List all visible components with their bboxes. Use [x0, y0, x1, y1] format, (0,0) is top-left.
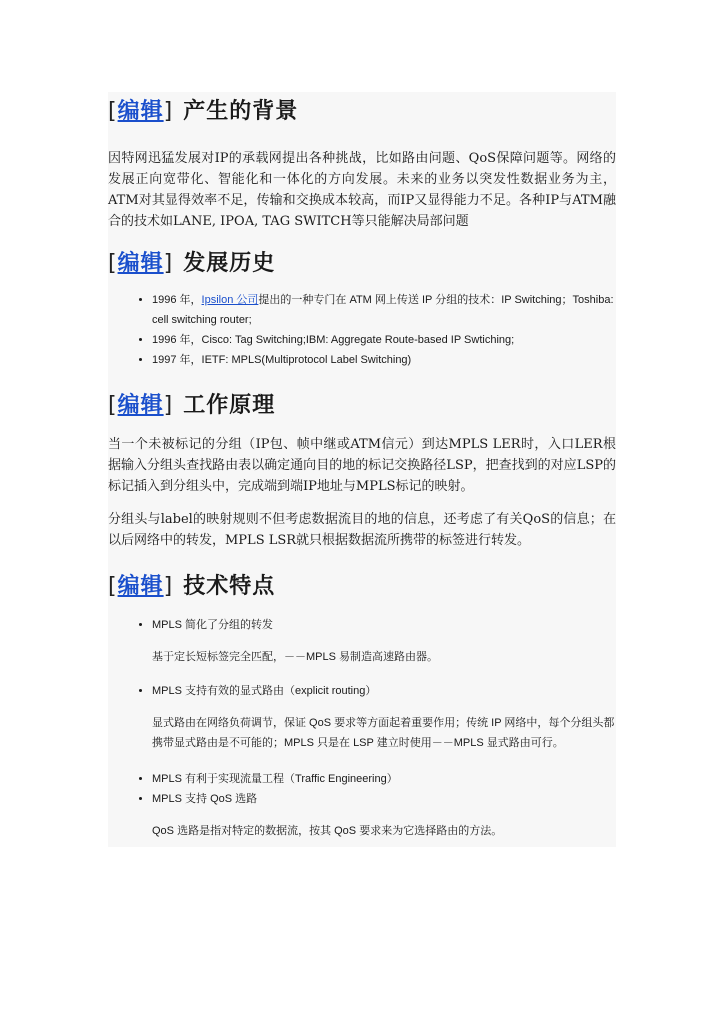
feature-description: 显式路由在网络负荷调节，保证 QoS 要求等方面起着重要作用；传统 IP 网络中，每个分组头都携带显式路由是不可能的；MPLS 只是在 LSP 建立时使用－－MPLS 显式路由可行。: [152, 717, 615, 749]
section-heading-features: [编辑] 技术特点: [108, 574, 276, 599]
paragraph: 分组头与label的映射规则不但考虑数据流目的地的信息，还考虑了有关QoS的信息；在以后网络中的转发，MPLS LSR就只根据数据流所携带的标签进行转发。: [108, 512, 616, 548]
list-item: • MPLS 支持有效的显式路由（explicit routing）: [152, 681, 616, 701]
paragraph: 因特网迅猛发展对IP的承载网提出各种挑战，比如路由问题、QoS保障问题等。网络的发展正向宽带化、智能化和一体化的方向发展。未来的业务以突发性数据业务为主，ATM对其显得效率不足，传输和交换成本较高，而IP又显得能力不足。各种IP与ATM融合的技术如LANE, IPOA, TAG SWITCH等只能解决局部问题: [108, 151, 616, 229]
list-item: • MPLS 支持 QoS 选路: [152, 789, 616, 809]
edit-link[interactable]: 编辑: [117, 251, 164, 276]
list-item: • MPLS 简化了分组的转发: [152, 615, 616, 635]
section-title: 技术特点: [183, 574, 276, 599]
list-item: • 1996 年，Ipsilon 公司提出的一种专门在 ATM 网上传送 IP 分组的技术：IP Switching；Toshiba: cell switching router;: [152, 290, 616, 330]
section-heading-background: [编辑] 产生的背景: [108, 99, 299, 124]
features-list: [108, 769, 616, 809]
edit-link[interactable]: 编辑: [117, 99, 164, 124]
edit-link[interactable]: 编辑: [117, 393, 164, 418]
article-content: [108, 92, 616, 847]
features-list: [108, 681, 616, 701]
edit-link[interactable]: 编辑: [117, 574, 164, 599]
list-item: • 1996 年，Cisco: Tag Switching;IBM: Aggregate Route-based IP Swtiching;: [152, 330, 616, 350]
section-title: 产生的背景: [183, 99, 299, 124]
section-heading-history: [编辑] 发展历史: [108, 251, 276, 276]
section-heading-principle: [编辑] 工作原理: [108, 393, 276, 418]
paragraph: 当一个未被标记的分组（IP包、帧中继或ATM信元）到达MPLS LER时，入口LER根据输入分组头查找路由表以确定通向目的地的标记交换路径LSP，把查找到的对应LSP的标记插入到分组头中，完成端到端IP地址与MPLS标记的映射。: [108, 437, 616, 494]
feature-description: QoS 选路是指对特定的数据流，按其 QoS 要求来为它选择路由的方法。: [152, 825, 503, 837]
section-title: 工作原理: [183, 393, 276, 418]
feature-description: 基于定长短标签完全匹配，－－MPLS 易制造高速路由器。: [152, 651, 439, 663]
list-item: • MPLS 有利于实现流量工程（Traffic Engineering）: [152, 769, 616, 789]
list-item: • 1997 年，IETF: MPLS(Multiprotocol Label Switching): [152, 350, 616, 370]
section-title: 发展历史: [183, 251, 276, 276]
history-list: [108, 290, 616, 370]
ipsilon-link[interactable]: Ipsilon 公司: [201, 294, 259, 306]
features-list: [108, 615, 616, 635]
